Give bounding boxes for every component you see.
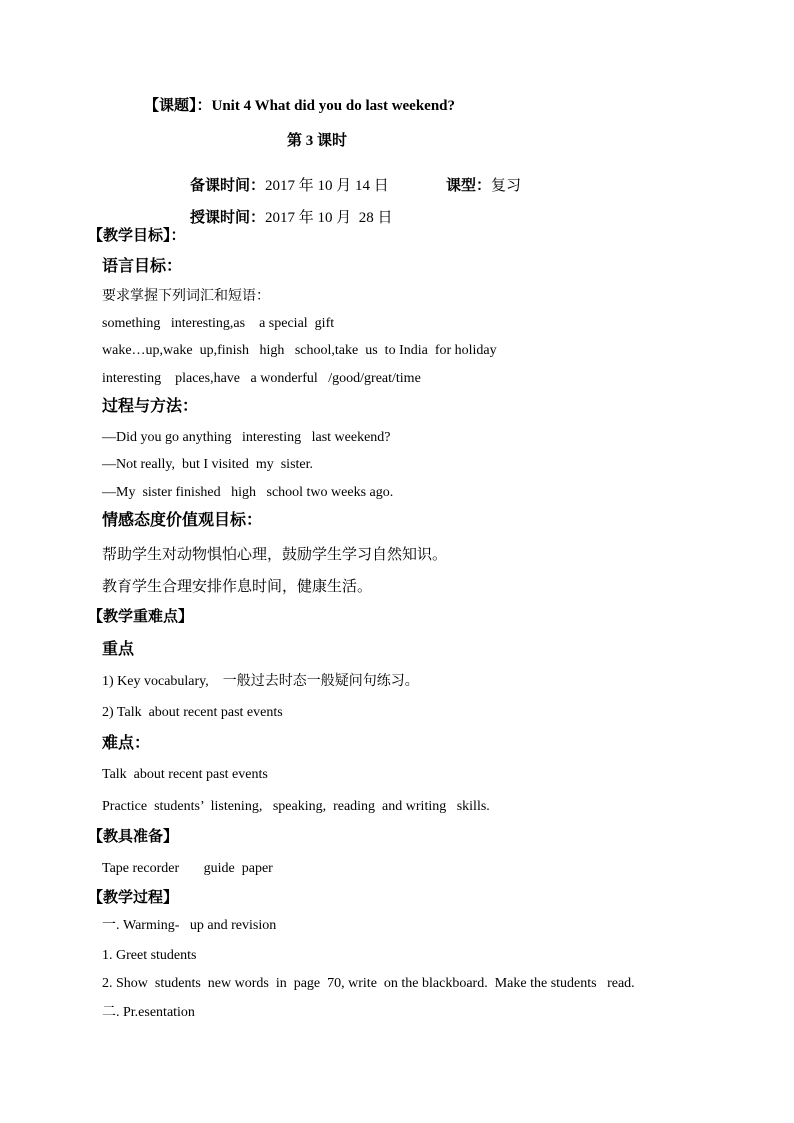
prep-time-label: 备课时间： xyxy=(190,178,266,194)
prep-time-value: 2017 年 10 月 14 日 xyxy=(265,178,389,194)
lesson-topic: 【课题】：Unit 4 What did you do last weekend? xyxy=(144,98,456,114)
dialogue-line: —Not really, but I visited my sister. xyxy=(102,457,314,472)
process-step: 二. Pr.esentation xyxy=(102,1005,195,1020)
emotion-line: 帮助学生对动物惧怕心理，鼓励学生学习自然知识。 xyxy=(102,547,448,563)
process-step: 1. Greet students xyxy=(102,948,197,963)
lesson-type-row xyxy=(431,164,521,209)
materials-heading: 【教具准备】 xyxy=(88,829,179,845)
process-step: 一. Warming- up and revision xyxy=(102,918,277,933)
focus-heading: 重点 xyxy=(102,641,135,658)
focus-line: 2) Talk about recent past events xyxy=(102,705,283,720)
process-step: 2. Show students new words in page 70, write on the blackboard. Make the students read. xyxy=(102,976,635,991)
teach-time-value: 2017 年 10 月 28 日 xyxy=(265,210,393,226)
lesson-type-value: 复习 xyxy=(491,178,522,194)
teach-time-row xyxy=(175,196,393,241)
dialogue-line: —Did you go anything interesting last weekend? xyxy=(102,430,391,445)
objectives-heading: 【教学目标】： xyxy=(88,228,186,244)
language-objectives-heading: 语言目标： xyxy=(102,258,183,275)
vocab-line: wake…up,wake up,finish high school,take us to India for holiday xyxy=(102,343,497,358)
language-intro: 要求掌握下列词汇和短语： xyxy=(102,289,270,304)
lesson-type-label: 课型： xyxy=(446,178,492,194)
emotion-line: 教育学生合理安排作息时间，健康生活。 xyxy=(102,579,373,595)
emotion-objectives-heading: 情感态度价值观目标： xyxy=(102,512,263,529)
difficult-heading: 难点： xyxy=(102,735,151,752)
difficult-line: Talk about recent past events xyxy=(102,767,268,782)
vocab-line: interesting places,have a wonderful /good/great/time xyxy=(102,371,421,386)
teaching-process-heading: 【教学过程】 xyxy=(88,890,179,906)
vocab-line: something interesting,as a special gift xyxy=(102,316,335,331)
difficult-line: Practice students’ listening, speaking, reading and writing skills. xyxy=(102,799,490,814)
focus-line: 1) Key vocabulary, 一般过去时态一般疑问句练习。 xyxy=(102,674,419,689)
dialogue-line: —My sister finished high school two weeks ago. xyxy=(102,485,394,500)
teach-time-label: 授课时间： xyxy=(190,210,266,226)
materials-line: Tape recorder guide paper xyxy=(102,861,273,876)
key-points-heading: 【教学重难点】 xyxy=(88,609,194,625)
lesson-period: 第 3 课时 xyxy=(287,133,348,149)
process-methods-heading: 过程与方法： xyxy=(102,398,199,415)
